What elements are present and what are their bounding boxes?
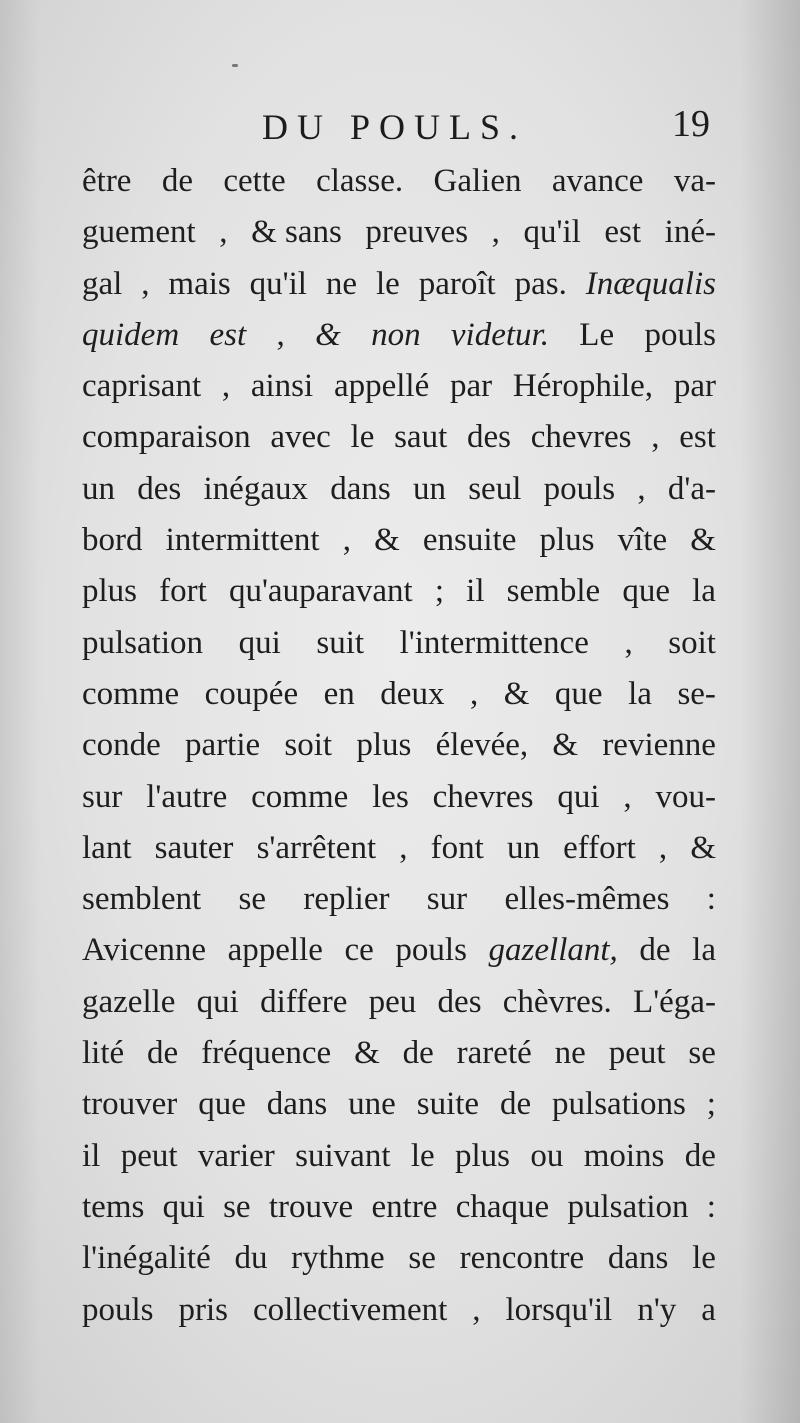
word: de [147,1035,179,1072]
word: pas. [514,265,567,302]
word: ensuite [422,522,517,559]
word: cette [223,163,286,199]
text-line [82,720,716,771]
word: va- [673,163,716,199]
word: , [399,829,408,866]
word: non [371,316,421,353]
word: suivant [295,1137,391,1174]
word: bord [82,522,143,559]
word: peu [368,983,417,1020]
word: se [688,1035,716,1072]
word: la [628,675,652,712]
text-line [82,1285,716,1336]
word: , [472,1291,481,1328]
word: des [137,470,182,507]
word: dans [266,1086,328,1123]
word: le [410,1137,435,1174]
word: guement [82,214,196,251]
word: intermittent [165,522,320,559]
word: se- [677,675,716,712]
word: le [350,419,375,456]
word: qu'il [523,214,581,251]
text-line [82,566,716,617]
word: pouls [82,1291,154,1328]
word: lant [82,829,132,866]
word: collectivement [253,1291,448,1328]
word: seul [468,470,522,507]
word: ; [434,573,445,610]
word: que [554,675,603,712]
word: , [658,829,668,866]
word: chaque [455,1188,550,1225]
text-line [82,925,716,976]
word: pulsations [552,1086,686,1123]
text-line [82,669,716,720]
word: lité [82,1035,125,1072]
word: , [219,214,228,251]
word: du [234,1240,268,1277]
word: dans [330,470,391,507]
word: le [375,265,400,302]
text-line [82,977,716,1028]
word: , [221,368,231,405]
word: dans [607,1240,669,1277]
word: entre [371,1188,438,1225]
word: gazelle [82,983,176,1020]
word: pouls [395,932,467,969]
word: est [604,214,642,251]
text-line [82,1182,716,1233]
word: pulsation [82,624,203,661]
word: est [679,419,716,456]
word: a [701,1291,716,1328]
word: lorsqu'il [505,1291,613,1328]
word: les [372,778,409,815]
text-line [82,1028,716,1079]
text-line [82,310,716,361]
word: appelle [227,932,323,969]
word: soit [284,727,333,764]
word: rythme [291,1240,385,1277]
word: , [276,316,285,353]
text-line [82,207,716,258]
word: pouls [543,470,616,507]
word: tems [82,1188,145,1225]
word: comparaison [82,419,251,456]
word: ne [325,265,358,302]
word: & [315,316,341,353]
word: d'a- [667,470,716,507]
word: gal [82,265,123,302]
word: que [198,1086,246,1123]
word: font [430,829,484,866]
word: soit [668,624,716,661]
word: , [637,470,646,507]
word: chevres [432,778,534,815]
word: differe [260,983,348,1020]
word: comme [251,778,349,815]
word: pulsation [567,1188,689,1225]
word: ne [554,1035,586,1072]
word: chevres [530,419,632,456]
word: se [408,1240,436,1277]
word: des [437,983,482,1020]
word: Le [579,316,615,353]
word: gazellant, [488,932,618,969]
word: , [651,419,660,456]
word: inégaux [203,470,308,507]
word: avec [270,419,331,456]
ink-speck [232,64,238,67]
word: l'inégalité [82,1240,211,1277]
word: classe. [316,163,404,199]
word: caprisant [82,368,202,405]
word: & [354,1035,380,1072]
word: l'intermittence [399,624,589,661]
word: se [223,1188,251,1225]
word: de [499,1086,532,1123]
word: en [323,675,355,712]
word: il [82,1137,101,1174]
word: trouve [268,1188,354,1225]
word: revienne [602,727,716,764]
word: Hérophile, [512,368,654,405]
word: moins [583,1137,665,1174]
word: , [623,778,632,815]
text-line [82,618,716,669]
word: plus [455,1137,511,1174]
word: coupée [204,675,299,712]
word: semble [506,573,601,610]
word: & [690,829,716,866]
word: est [209,316,247,353]
word: de [684,1137,716,1174]
word: & [690,522,716,559]
text-line [82,874,716,925]
body-text [82,156,716,1336]
word: vou- [655,778,716,815]
word: un [506,829,540,866]
word: : [706,881,716,918]
word: il [466,573,485,610]
word: qui [196,983,239,1020]
word: peut [120,1137,178,1174]
word: l'autre [146,778,228,815]
word: élevée, [435,727,529,764]
text-line [82,156,716,207]
word: semblent [82,881,202,918]
word: par [449,368,493,405]
word: L'éga- [633,983,716,1020]
running-title: DU POULS. [262,107,528,147]
word: Inæqualis [585,265,716,302]
word: sur [426,881,468,918]
word: sauter [154,829,234,866]
word: de [402,1035,434,1072]
word: pris [178,1291,229,1328]
text-line [82,412,716,463]
word: ; [706,1086,716,1123]
word: ainsi [250,368,314,405]
word: saut [394,419,448,456]
text-line [82,1079,716,1130]
word: Galien [433,163,522,199]
text-line [82,361,716,412]
word: qui [162,1188,205,1225]
word: un [412,470,446,507]
text-line [82,772,716,823]
word: un [82,470,115,507]
word: videtur. [450,316,549,353]
text-line [82,259,716,310]
word: iné- [664,214,716,251]
word: , [469,675,479,712]
word: une [348,1086,396,1123]
word: la [692,573,716,610]
word: comme [82,675,180,712]
word: plus [539,522,595,559]
word: des [467,419,511,456]
word: deux [380,675,445,712]
word: & [374,522,400,559]
word: suit [316,624,365,661]
word: & sans [251,214,342,251]
word: , [141,265,150,302]
word: suite [416,1086,480,1123]
text-line [82,515,716,566]
word: qu'il [249,265,307,302]
word: sur [82,778,123,815]
word: varier [197,1137,275,1174]
word: chèvres. [502,983,612,1020]
word: replier [303,881,390,918]
word: vîte [617,522,668,559]
word: effort [563,829,636,866]
word: qui [557,778,600,815]
word: la [692,932,716,969]
word: de [639,932,671,969]
word: le [692,1240,716,1277]
word: paroît [418,265,496,302]
word: mais [168,265,231,302]
text-line [82,1233,716,1284]
word: , [624,624,633,661]
word: rencontre [459,1240,585,1277]
word: elles-mêmes [504,881,670,918]
word: appellé [333,368,430,405]
word: quidem [82,316,180,353]
page-header [82,100,714,150]
word: conde [82,727,161,764]
word: & [503,675,530,712]
word: ou [530,1137,564,1174]
word: trouver [82,1086,178,1123]
word: fort [159,573,207,610]
word: rareté [456,1035,532,1072]
word: Avicenne [82,932,206,969]
page-number: 19 [672,103,710,145]
word: & [552,727,579,764]
text-line [82,1131,716,1182]
word: qu'auparavant [228,573,413,610]
word: , [342,522,351,559]
word: , [491,214,500,251]
word: que [622,573,670,610]
word: fréquence [201,1035,332,1072]
word: preuves [365,214,469,251]
word: par [673,368,716,405]
word: partie [185,727,261,764]
word: n'y [637,1291,677,1328]
word: de [161,163,193,199]
word: ce [344,932,374,969]
word: plus [356,727,412,764]
text-line [82,823,716,874]
word: s'arrêtent [256,829,377,866]
word: peut [608,1035,666,1072]
word: se [238,881,266,918]
word: qui [238,624,281,661]
word: pouls [644,316,716,353]
word: être [82,163,132,199]
word: plus [82,573,138,610]
word: avance [551,163,644,199]
text-line [82,464,716,515]
word: : [706,1188,716,1225]
